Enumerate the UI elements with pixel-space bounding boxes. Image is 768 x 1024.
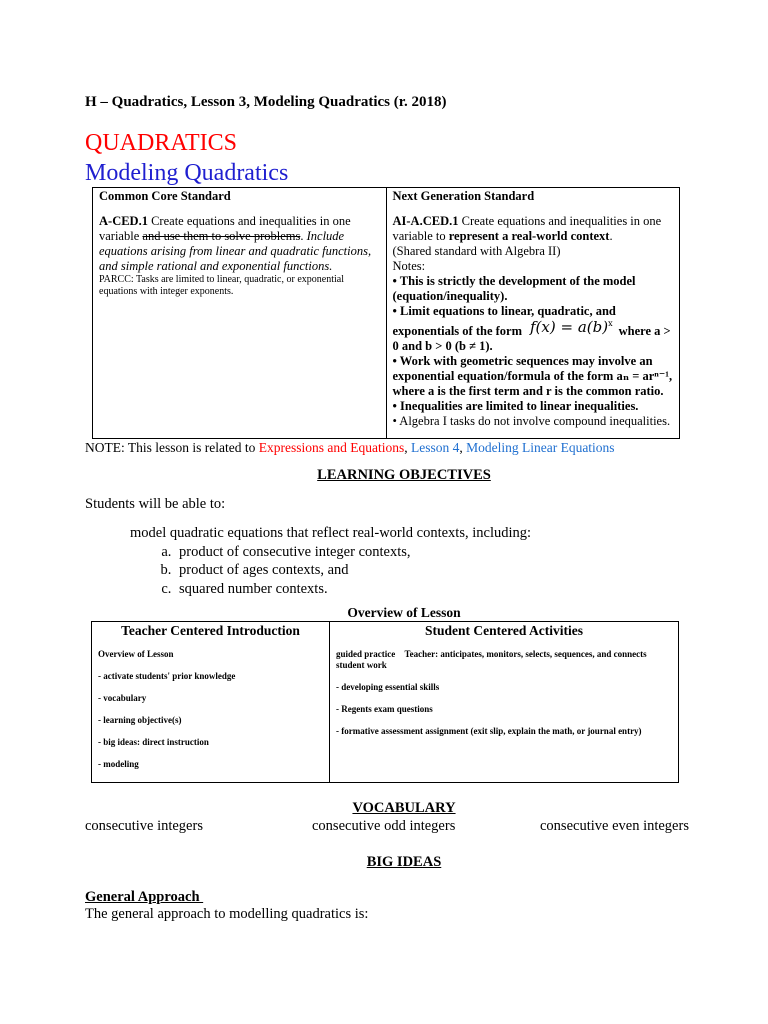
teacher-item: - vocabulary	[98, 693, 147, 703]
lesson-title: Modeling Quadratics	[85, 160, 289, 186]
vocab-term: consecutive odd integers	[312, 818, 456, 834]
note-prefix: NOTE: This lesson is related to	[85, 440, 259, 455]
student-item: - formative assessment assignment (exit slip, explain the math, or journal entry)	[336, 726, 642, 736]
note-bullet-2	[393, 304, 674, 354]
teacher-item: Overview of Lesson	[98, 649, 174, 659]
note-separator: ,	[459, 440, 467, 455]
general-approach-text: The general approach to modelling quadratics is:	[85, 906, 369, 922]
next-gen-text-part: Create equations and inequalities in one variable to	[392, 214, 662, 243]
teacher-item: - modeling	[98, 759, 139, 769]
general-approach-heading: General Approach	[85, 889, 204, 905]
note-bullet-2-text: • Limit equations to linear, quadratic, and exponentials of the form	[392, 304, 616, 338]
next-gen-code: AI-A.CED.1	[392, 214, 459, 228]
objectives-list	[130, 524, 531, 598]
link-modeling-linear-equations[interactable]: Modeling Linear Equations	[466, 440, 615, 455]
big-ideas-heading: BIG IDEAS	[366, 854, 442, 870]
link-lesson-4[interactable]: Lesson 4	[410, 440, 460, 455]
student-item: - developing essential skills	[336, 682, 440, 692]
overview-table	[91, 621, 679, 783]
student-item: - Regents exam questions	[336, 704, 433, 714]
objectives-lead: model quadratic equations that reflect real-world contexts, including:	[130, 525, 532, 541]
common-core-text-part: .	[300, 229, 307, 243]
vocab-term: consecutive even integers	[540, 818, 689, 834]
note-bullet-5: • Algebra I tasks do not involve compound inequalities.	[392, 414, 671, 428]
common-core-cell	[93, 188, 387, 439]
formula-exponent: x	[608, 319, 613, 328]
objective-item: a. product of consecutive integer contexts,	[175, 543, 531, 562]
common-core-header: Common Core Standard	[99, 189, 231, 203]
teacher-item: - activate students' prior knowledge	[98, 671, 236, 681]
objectives-intro: Students will be able to:	[85, 496, 226, 512]
shared-standard-note: (Shared standard with Algebra II)	[392, 244, 561, 258]
document-heading: H – Quadratics, Lesson 3, Modeling Quadratics (r. 2018)	[85, 94, 447, 110]
next-gen-header: Next Generation Standard	[392, 189, 535, 203]
common-core-code: A-CED.1	[99, 214, 148, 228]
standards-table	[92, 187, 680, 439]
link-expressions-equations[interactable]: Expressions and Equations	[258, 440, 405, 455]
notes-label: Notes:	[392, 259, 426, 273]
related-lesson-note	[85, 440, 615, 456]
objective-item: b. product of ages contexts, and	[175, 561, 531, 580]
student-centered-title: Student Centered Activities	[425, 623, 583, 638]
note-bullet-3: • Work with geometric sequences may involve an exponential equation/formula of the form aₙ = arⁿ⁻¹, where a is the first term and r is the common ratio.	[392, 354, 673, 398]
exponential-formula	[530, 316, 613, 335]
struck-text: and use them to solve problems	[142, 229, 301, 243]
next-gen-text	[393, 214, 674, 244]
student-item: guided practice Teacher: anticipates, monitors, selects, sequences, and connects student work	[336, 649, 671, 670]
vocab-term: consecutive integers	[85, 818, 203, 834]
next-gen-cell	[386, 188, 680, 439]
parcc-note: PARCC: Tasks are limited to linear, quadratic, or exponential equations with integer exponents.	[99, 274, 344, 297]
teacher-centered-cell	[92, 622, 330, 783]
common-core-text-part: Create equations and inequalities in one variable	[99, 214, 351, 243]
note-bullet-4: • Inequalities are limited to linear inequalities.	[392, 399, 639, 413]
note-bullet-1: • This is strictly the development of the model (equation/inequality).	[392, 274, 636, 303]
vocabulary-heading: VOCABULARY	[352, 800, 456, 816]
teacher-item: - learning objective(s)	[98, 715, 182, 725]
overview-title: Overview of Lesson	[347, 605, 461, 620]
objective-item: c. squared number contexts.	[175, 580, 531, 599]
common-core-italic: Include equations arising from linear and quadratic functions, and simple rational and exponential functions.	[99, 229, 372, 273]
teacher-item: - big ideas: direct instruction	[98, 737, 209, 747]
common-core-text	[99, 214, 380, 274]
next-gen-bold: represent a real-world context	[448, 229, 610, 243]
formula-text: f(x) = a(b)	[530, 318, 609, 336]
note-bullet-2-tail: where a > 0 and b > 0 (b ≠ 1).	[392, 324, 671, 353]
unit-title: QUADRATICS	[85, 130, 238, 156]
next-gen-text-part: .	[609, 229, 613, 243]
note-separator: ,	[404, 440, 411, 455]
student-centered-cell	[330, 622, 679, 783]
teacher-centered-title: Teacher Centered Introduction	[121, 623, 300, 638]
learning-objectives-heading: LEARNING OBJECTIVES	[317, 467, 491, 483]
